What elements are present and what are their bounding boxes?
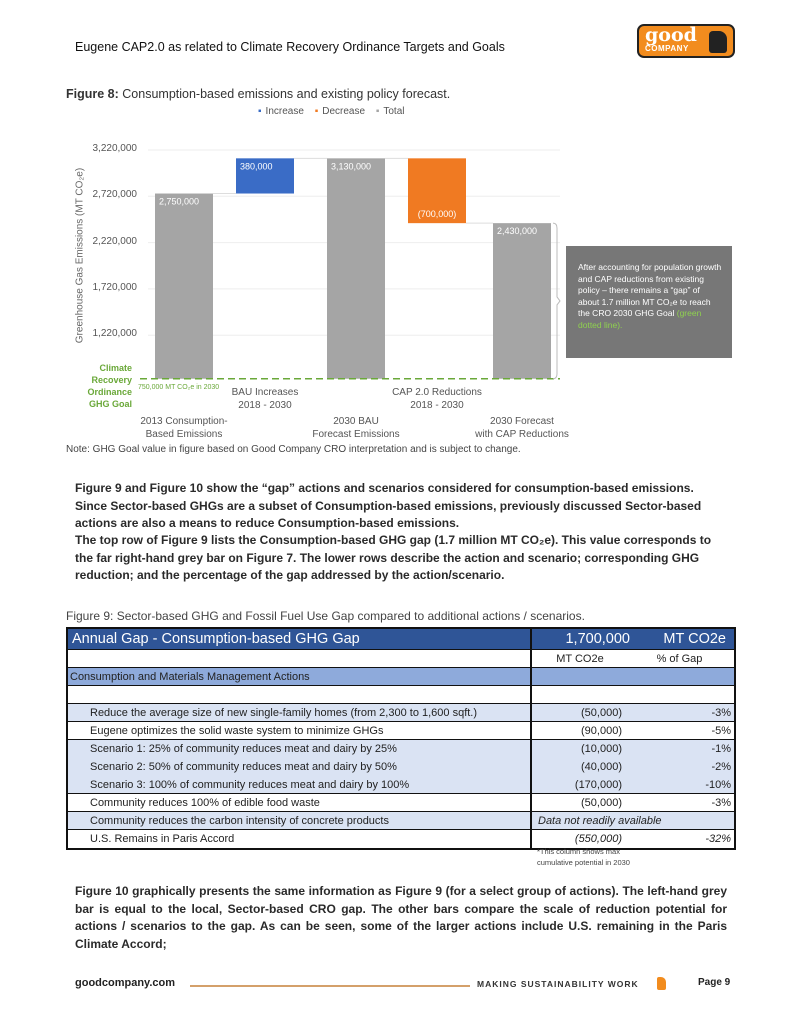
caption-label: Figure 8:: [66, 87, 119, 101]
category-label: 2030 BAU Forecast Emissions: [312, 416, 400, 440]
bar-total: [327, 158, 385, 378]
figure-8-note: Note: GHG Goal value in figure based on Good Company CRO interpretation and is subject to change.: [66, 444, 521, 455]
action-cell: Eugene optimizes the solid waste system to minimize GHGs: [68, 722, 532, 739]
category-label: BAU Increases 2018 - 2030: [231, 387, 299, 411]
mt-cell: (50,000): [581, 796, 622, 809]
column-header-row: [68, 650, 734, 668]
data-label: 2,430,000: [497, 226, 538, 237]
gap-bracket: [553, 223, 560, 379]
data-label: (700,000): [417, 209, 457, 220]
blank-row: [68, 686, 734, 704]
mt-cell: (10,000): [581, 743, 622, 755]
table-row: [68, 740, 734, 758]
pct-cell: -10%: [705, 778, 731, 791]
bar-total: [155, 194, 213, 379]
action-cell: U.S. Remains in Paris Accord: [68, 830, 532, 848]
action-cell: Community reduces 100% of edible food waste: [68, 794, 532, 811]
data-label: 3,130,000: [331, 161, 372, 172]
pct-cell: -32%: [705, 833, 731, 845]
y-tick-label: 1,720,000: [92, 281, 137, 293]
table-row: [68, 704, 734, 722]
figure-9-caption: Figure 9: Sector-based GHG and Fossil Fuel Use Gap compared to additional actions / scenarios.: [66, 609, 585, 623]
col-header-mt: MT CO2e: [556, 652, 604, 665]
mt-cell: (40,000): [581, 761, 622, 773]
page-number: Page 9: [698, 977, 731, 988]
footer-divider: [190, 985, 470, 987]
pct-cell: -3%: [711, 796, 731, 809]
gap-unit: MT CO2e: [663, 631, 726, 647]
section-row: [68, 668, 734, 686]
table-row: [68, 758, 734, 776]
paragraph: The top row of Figure 9 lists the Consumption-based GHG gap (1.7 million MT CO₂e). This value corresponds to the far right-hand grey bar on Figure 7. The lower rows describe the action and scenario; corresponding GHG reduction; and the percentage of the gap addressed by the action/scenario.: [75, 533, 712, 582]
y-tick-label: 3,220,000: [92, 143, 137, 154]
goal-label: Climate Recovery Ordinance GHG Goal: [87, 363, 132, 409]
legend-increase: ▪ Increase: [258, 106, 304, 117]
pct-cell: -2%: [711, 761, 731, 773]
pct-cell: -3%: [711, 706, 731, 719]
table-row: [68, 776, 734, 794]
footer-tagline: MAKING SUSTAINABILITY WORK: [477, 979, 639, 989]
y-tick-label: 2,220,000: [92, 235, 137, 247]
header-title: Eugene CAP2.0 as related to Climate Recovery Ordinance Targets and Goals: [75, 40, 505, 54]
action-cell: Reduce the average size of new single-family homes (from 2,300 to 1,600 sqft.): [68, 704, 532, 721]
category-label: 2013 Consumption- Based Emissions: [140, 416, 228, 440]
bar-total: [493, 223, 551, 379]
table-row: [68, 722, 734, 740]
mt-cell: (90,000): [581, 724, 622, 737]
pct-cell: -1%: [711, 743, 731, 755]
legend-total: ▪ Total: [375, 106, 405, 117]
gap-callout: After accounting for population growth and CAP reductions from existing policy – there remains a “gap” of about 1.7 million MT CO₂e to reach the CRO 2030 GHG Goal (green dotted line).: [566, 246, 732, 358]
footer-site: goodcompany.com: [75, 977, 176, 989]
y-axis-label: Greenhouse Gas Emissions (MT CO₂e): [74, 167, 86, 344]
data-label: 380,000: [240, 161, 273, 172]
paragraph: Figure 9 and Figure 10 show the “gap” actions and scenarios considered for consumption-based emissions. Since Sector-based GHGs are a subset of Consumption-based emissions, previously discussed Sector-based actions are also a means to reduce Consumption-based emissions.: [75, 481, 702, 530]
paragraph: Figure 10 graphically presents the same information as Figure 9 (for a select group of actions). The left-hand grey bar is equal to the local, Sector-based CRO gap. The other bars compare the scale of reduction potential for actions / scenarios to the gap. As can be seen, some of the larger actions include U.S. remaining in the Paris Climate Accord;: [75, 884, 727, 951]
caption-text: Consumption-based emissions and existing policy forecast.: [118, 87, 451, 101]
mt-cell: (170,000): [574, 778, 622, 791]
logo-subtext: COMPANY: [645, 44, 689, 53]
col-header-pct: % of Gap: [656, 652, 703, 665]
thumbs-up-icon: [657, 977, 666, 990]
category-label: 2030 Forecast with CAP Reductions: [475, 416, 569, 440]
action-cell: Scenario 1: 25% of community reduces meat and dairy by 25%: [68, 740, 532, 758]
gap-table: [66, 627, 736, 850]
data-label: 2,750,000: [159, 196, 200, 207]
pct-cell: -5%: [711, 724, 731, 737]
table-row: [68, 794, 734, 812]
y-tick-label: 2,720,000: [92, 189, 137, 201]
mt-cell: Data not readily available: [538, 814, 662, 827]
table-title: Annual Gap - Consumption-based GHG Gap: [68, 629, 532, 649]
action-cell: Scenario 2: 50% of community reduces meat and dairy by 50%: [68, 758, 532, 776]
mt-cell: (550,000): [574, 833, 622, 845]
y-tick-label: 1,220,000: [92, 328, 137, 340]
goal-note: 750,000 MT CO₂e in 2030: [138, 384, 220, 391]
mt-cell: (50,000): [581, 706, 622, 719]
action-cell: Community reduces the carbon intensity of concrete products: [68, 812, 532, 829]
section-label: Consumption and Materials Management Actions: [68, 668, 532, 685]
action-cell: Scenario 3: 100% of community reduces meat and dairy by 100%: [68, 776, 532, 793]
gap-value: 1,700,000: [565, 631, 630, 647]
logo-text: good: [645, 24, 697, 46]
table-title-row: [68, 629, 734, 650]
category-label: CAP 2.0 Reductions 2018 - 2030: [392, 387, 482, 411]
table-row: [68, 812, 734, 830]
table-footnote: *This column shows max cumulative potential in 2030: [537, 847, 630, 867]
legend-decrease: ▪ Decrease: [314, 106, 366, 117]
